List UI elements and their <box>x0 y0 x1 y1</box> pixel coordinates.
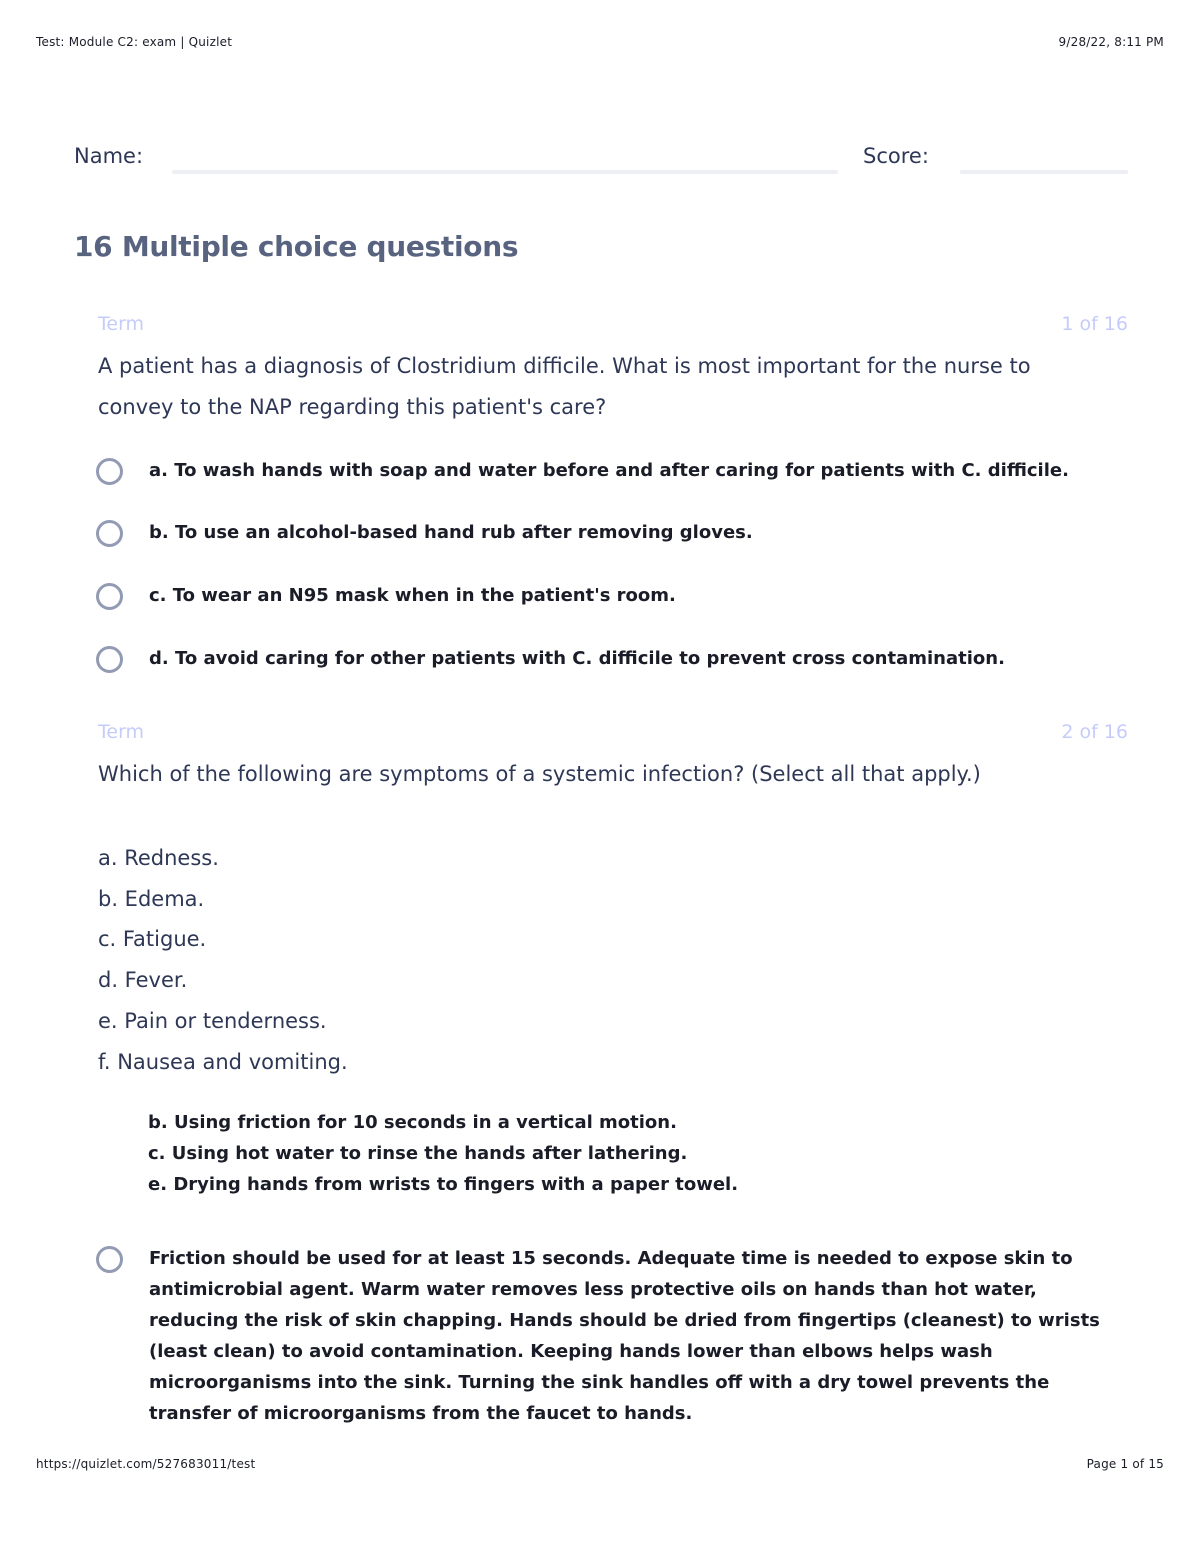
score-field[interactable] <box>960 170 1128 174</box>
radio-icon[interactable] <box>96 458 123 485</box>
list-item: c. Fatigue. <box>98 927 207 952</box>
question-counter: 1 of 16 <box>1061 313 1128 335</box>
radio-icon[interactable] <box>96 583 123 610</box>
answer-option-text: c. To wear an N95 mask when in the patient's room. <box>149 585 676 606</box>
term-label: Term <box>98 313 145 335</box>
list-item: e. Pain or tenderness. <box>98 1008 327 1033</box>
list-item: d. Fever. <box>98 968 188 993</box>
score-label: Score: <box>863 144 929 168</box>
question-2-header <box>98 721 1128 743</box>
list-item: a. Redness. <box>98 846 219 870</box>
answer-option[interactable] <box>96 586 1116 611</box>
radio-icon[interactable] <box>96 646 123 673</box>
answer-option[interactable] <box>96 1249 1116 1429</box>
answer-option[interactable] <box>96 523 1116 548</box>
print-footer <box>36 1457 1164 1471</box>
question-2-text: Which of the following are symptoms of a systemic infection? (Select all that apply.) <box>98 762 981 786</box>
term-label: Term <box>98 721 145 743</box>
print-footer-page: Page 1 of 15 <box>1086 1457 1164 1471</box>
name-label: Name: <box>74 144 144 168</box>
list-item: e. Drying hands from wrists to fingers with a paper towel. <box>148 1174 739 1195</box>
answer-option[interactable] <box>96 649 1116 674</box>
answer-option-text: Friction should be used for at least 15 seconds. Adequate time is needed to expose skin to antimicrobial agent. Warm water removes less protective oils on hands than hot water, reducing the risk of skin chapping. Hands should be dried from fingertips (cleanest) to wrists (least clean) to avoid contamination. Keeping hands lower than elbows helps wash microorganisms into the sink. Turning the sink handles off with a dry towel prevents the transfer of microorganisms from the faucet to hands. <box>149 1248 1100 1424</box>
answer-option-text: a. To wash hands with soap and water before and after caring for patients with C. difficile. <box>149 460 1069 481</box>
list-item: b. Using friction for 10 seconds in a vertical motion. <box>148 1112 677 1133</box>
print-header-title: Test: Module C2: exam | Quizlet <box>36 35 233 49</box>
list-item: b. Edema. <box>98 886 205 911</box>
answer-option-text: d. To avoid caring for other patients with C. difficile to prevent cross contamination. <box>149 648 1005 669</box>
question-1-header <box>98 313 1128 335</box>
name-score-row <box>74 140 1128 180</box>
answer-option-text: b. To use an alcohol-based hand rub after removing gloves. <box>149 522 753 543</box>
print-footer-url: https://quizlet.com/527683011/test <box>36 1457 256 1471</box>
question-counter: 2 of 16 <box>1061 721 1128 743</box>
list-item: f. Nausea and vomiting. <box>98 1049 348 1074</box>
list-item: c. Using hot water to rinse the hands after lathering. <box>148 1143 688 1164</box>
answer-option[interactable] <box>96 461 1116 486</box>
answer-lines <box>148 1107 738 1200</box>
question-1-text: A patient has a diagnosis of Clostridium difficile. What is most important for the nurse to convey to the NAP regarding this patient's care? <box>98 354 1031 419</box>
radio-icon[interactable] <box>96 1246 123 1273</box>
symptom-list <box>98 838 348 1082</box>
radio-icon[interactable] <box>96 520 123 547</box>
name-field[interactable] <box>172 170 838 174</box>
print-header <box>36 35 1164 49</box>
section-title: 16 Multiple choice questions <box>74 230 519 263</box>
print-header-datetime: 9/28/22, 8:11 PM <box>1058 35 1164 49</box>
